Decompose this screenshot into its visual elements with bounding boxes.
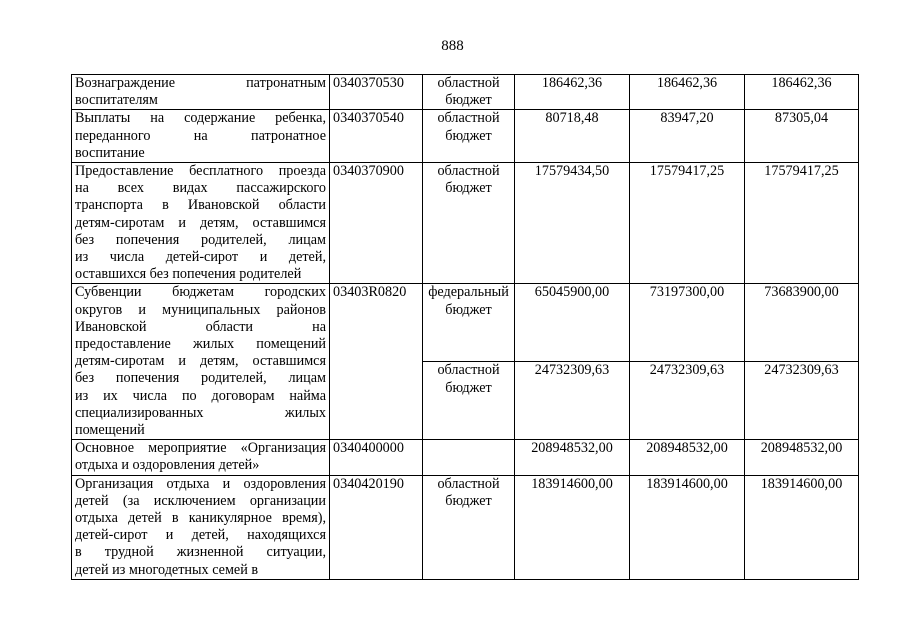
amount-cell-year-1: 186462,36 — [515, 75, 630, 110]
row-name-line: Выплаты на содержание ребенка, — [75, 110, 326, 127]
funding-source-cell — [423, 440, 515, 475]
page-number: 888 — [441, 38, 464, 54]
funding-source-cell — [423, 75, 515, 110]
funding-source-line: областной — [437, 362, 500, 379]
amount-cell-year-1: 65045900,00 — [515, 284, 630, 362]
funding-source-line: федеральный — [428, 284, 509, 301]
row-code-cell: 0340400000 — [330, 440, 423, 475]
row-name-line: Предоставление бесплатного проезда — [75, 163, 326, 180]
row-name-cell — [72, 475, 330, 579]
row-name-cell — [72, 110, 330, 163]
row-code-cell: 0340370900 — [330, 163, 423, 284]
row-code-cell: 03403R0820 — [330, 284, 423, 440]
row-name-line: из числа детей-сирот и детей, — [75, 249, 326, 266]
row-name-line: переданного на патронатное — [75, 127, 326, 144]
amount-cell-year-3: 183914600,00 — [745, 475, 859, 579]
row-name-line: без попечения родителей, лицам — [75, 370, 326, 387]
amount-cell-year-2: 17579417,25 — [630, 163, 745, 284]
row-code-cell: 0340370540 — [330, 110, 423, 163]
funding-source-line: областной — [437, 163, 500, 180]
amount-cell-year-1: 24732309,63 — [515, 362, 630, 440]
amount-cell-year-2: 73197300,00 — [630, 284, 745, 362]
amount-cell-year-3: 208948532,00 — [745, 440, 859, 475]
amount-cell-year-3: 17579417,25 — [745, 163, 859, 284]
table-row — [72, 163, 859, 284]
table-row — [72, 475, 859, 579]
funding-source-cell — [423, 475, 515, 579]
row-name-cell — [72, 75, 330, 110]
funding-source-line: областной — [437, 75, 500, 91]
row-name-line: Субвенции бюджетам городских — [75, 284, 326, 301]
funding-source-cell — [423, 163, 515, 284]
row-name-line: детей-сирот и детей, находящихся — [75, 527, 326, 544]
row-name-line: специализированных жилых — [75, 404, 326, 421]
row-name-line: из их числа по договорам найма — [75, 387, 326, 404]
budget-table — [71, 74, 859, 580]
row-code-cell: 0340370530 — [330, 75, 423, 110]
table-row — [72, 75, 859, 110]
amount-cell-year-2: 208948532,00 — [630, 440, 745, 475]
amount-cell-year-3: 73683900,00 — [745, 284, 859, 362]
row-name-line: помещений — [75, 422, 145, 439]
row-name-cell — [72, 440, 330, 475]
amount-cell-year-2: 83947,20 — [630, 110, 745, 163]
row-name-line: детям-сиротам и детям, оставшимся — [75, 214, 326, 231]
amount-cell-year-2: 186462,36 — [630, 75, 745, 110]
row-name-line: в трудной жизненной ситуации, — [75, 544, 326, 561]
row-name-line: Вознаграждение патронатным — [75, 75, 326, 91]
table-row — [72, 110, 859, 163]
amount-cell-year-2: 24732309,63 — [630, 362, 745, 440]
row-name-line: отдыха и оздоровления детей» — [75, 457, 260, 474]
row-name-cell — [72, 163, 330, 284]
funding-source-cell — [423, 284, 515, 362]
funding-source-line: бюджет — [445, 180, 492, 197]
table-row — [72, 440, 859, 475]
row-name-line: детям-сиротам и детям, оставшимся — [75, 353, 326, 370]
amount-cell-year-1: 183914600,00 — [515, 475, 630, 579]
row-name-line: детей из многодетных семей в — [75, 561, 259, 578]
row-name-line: транспорта в Ивановской области — [75, 197, 326, 214]
funding-source-line: бюджет — [445, 379, 492, 396]
row-name-line: предоставление жилых помещений — [75, 336, 326, 353]
row-name-line: на всех видах пассажирского — [75, 180, 326, 197]
row-name-line: детей (за исключением организации — [75, 492, 326, 509]
amount-cell-year-3: 24732309,63 — [745, 362, 859, 440]
funding-source-line: бюджет — [445, 92, 492, 109]
funding-source-line: областной — [437, 475, 500, 492]
funding-source-line: бюджет — [445, 492, 492, 509]
funding-source-line: бюджет — [445, 301, 492, 318]
amount-cell-year-2: 183914600,00 — [630, 475, 745, 579]
row-name-line: округов и муниципальных районов — [75, 301, 326, 318]
row-name-line: отдыха детей в каникулярное время), — [75, 510, 326, 527]
row-name-line: воспитателям — [75, 92, 158, 109]
row-name-line: Основное мероприятие «Организация — [75, 440, 326, 457]
funding-source-cell — [423, 362, 515, 440]
row-name-cell — [72, 284, 330, 440]
funding-source-line: бюджет — [445, 127, 492, 144]
row-code-cell: 0340420190 — [330, 475, 423, 579]
amount-cell-year-1: 17579434,50 — [515, 163, 630, 284]
row-name-line: Ивановской области на — [75, 318, 326, 335]
funding-source-cell — [423, 110, 515, 163]
amount-cell-year-3: 87305,04 — [745, 110, 859, 163]
amount-cell-year-3: 186462,36 — [745, 75, 859, 110]
row-name-line: воспитание — [75, 144, 145, 161]
row-name-line: Организация отдыха и оздоровления — [75, 475, 326, 492]
funding-source-line: областной — [437, 110, 500, 127]
row-name-line: оставшихся без попечения родителей — [75, 266, 302, 283]
amount-cell-year-1: 208948532,00 — [515, 440, 630, 475]
table-row — [72, 284, 859, 362]
amount-cell-year-1: 80718,48 — [515, 110, 630, 163]
row-name-line: без попечения родителей, лицам — [75, 231, 326, 248]
